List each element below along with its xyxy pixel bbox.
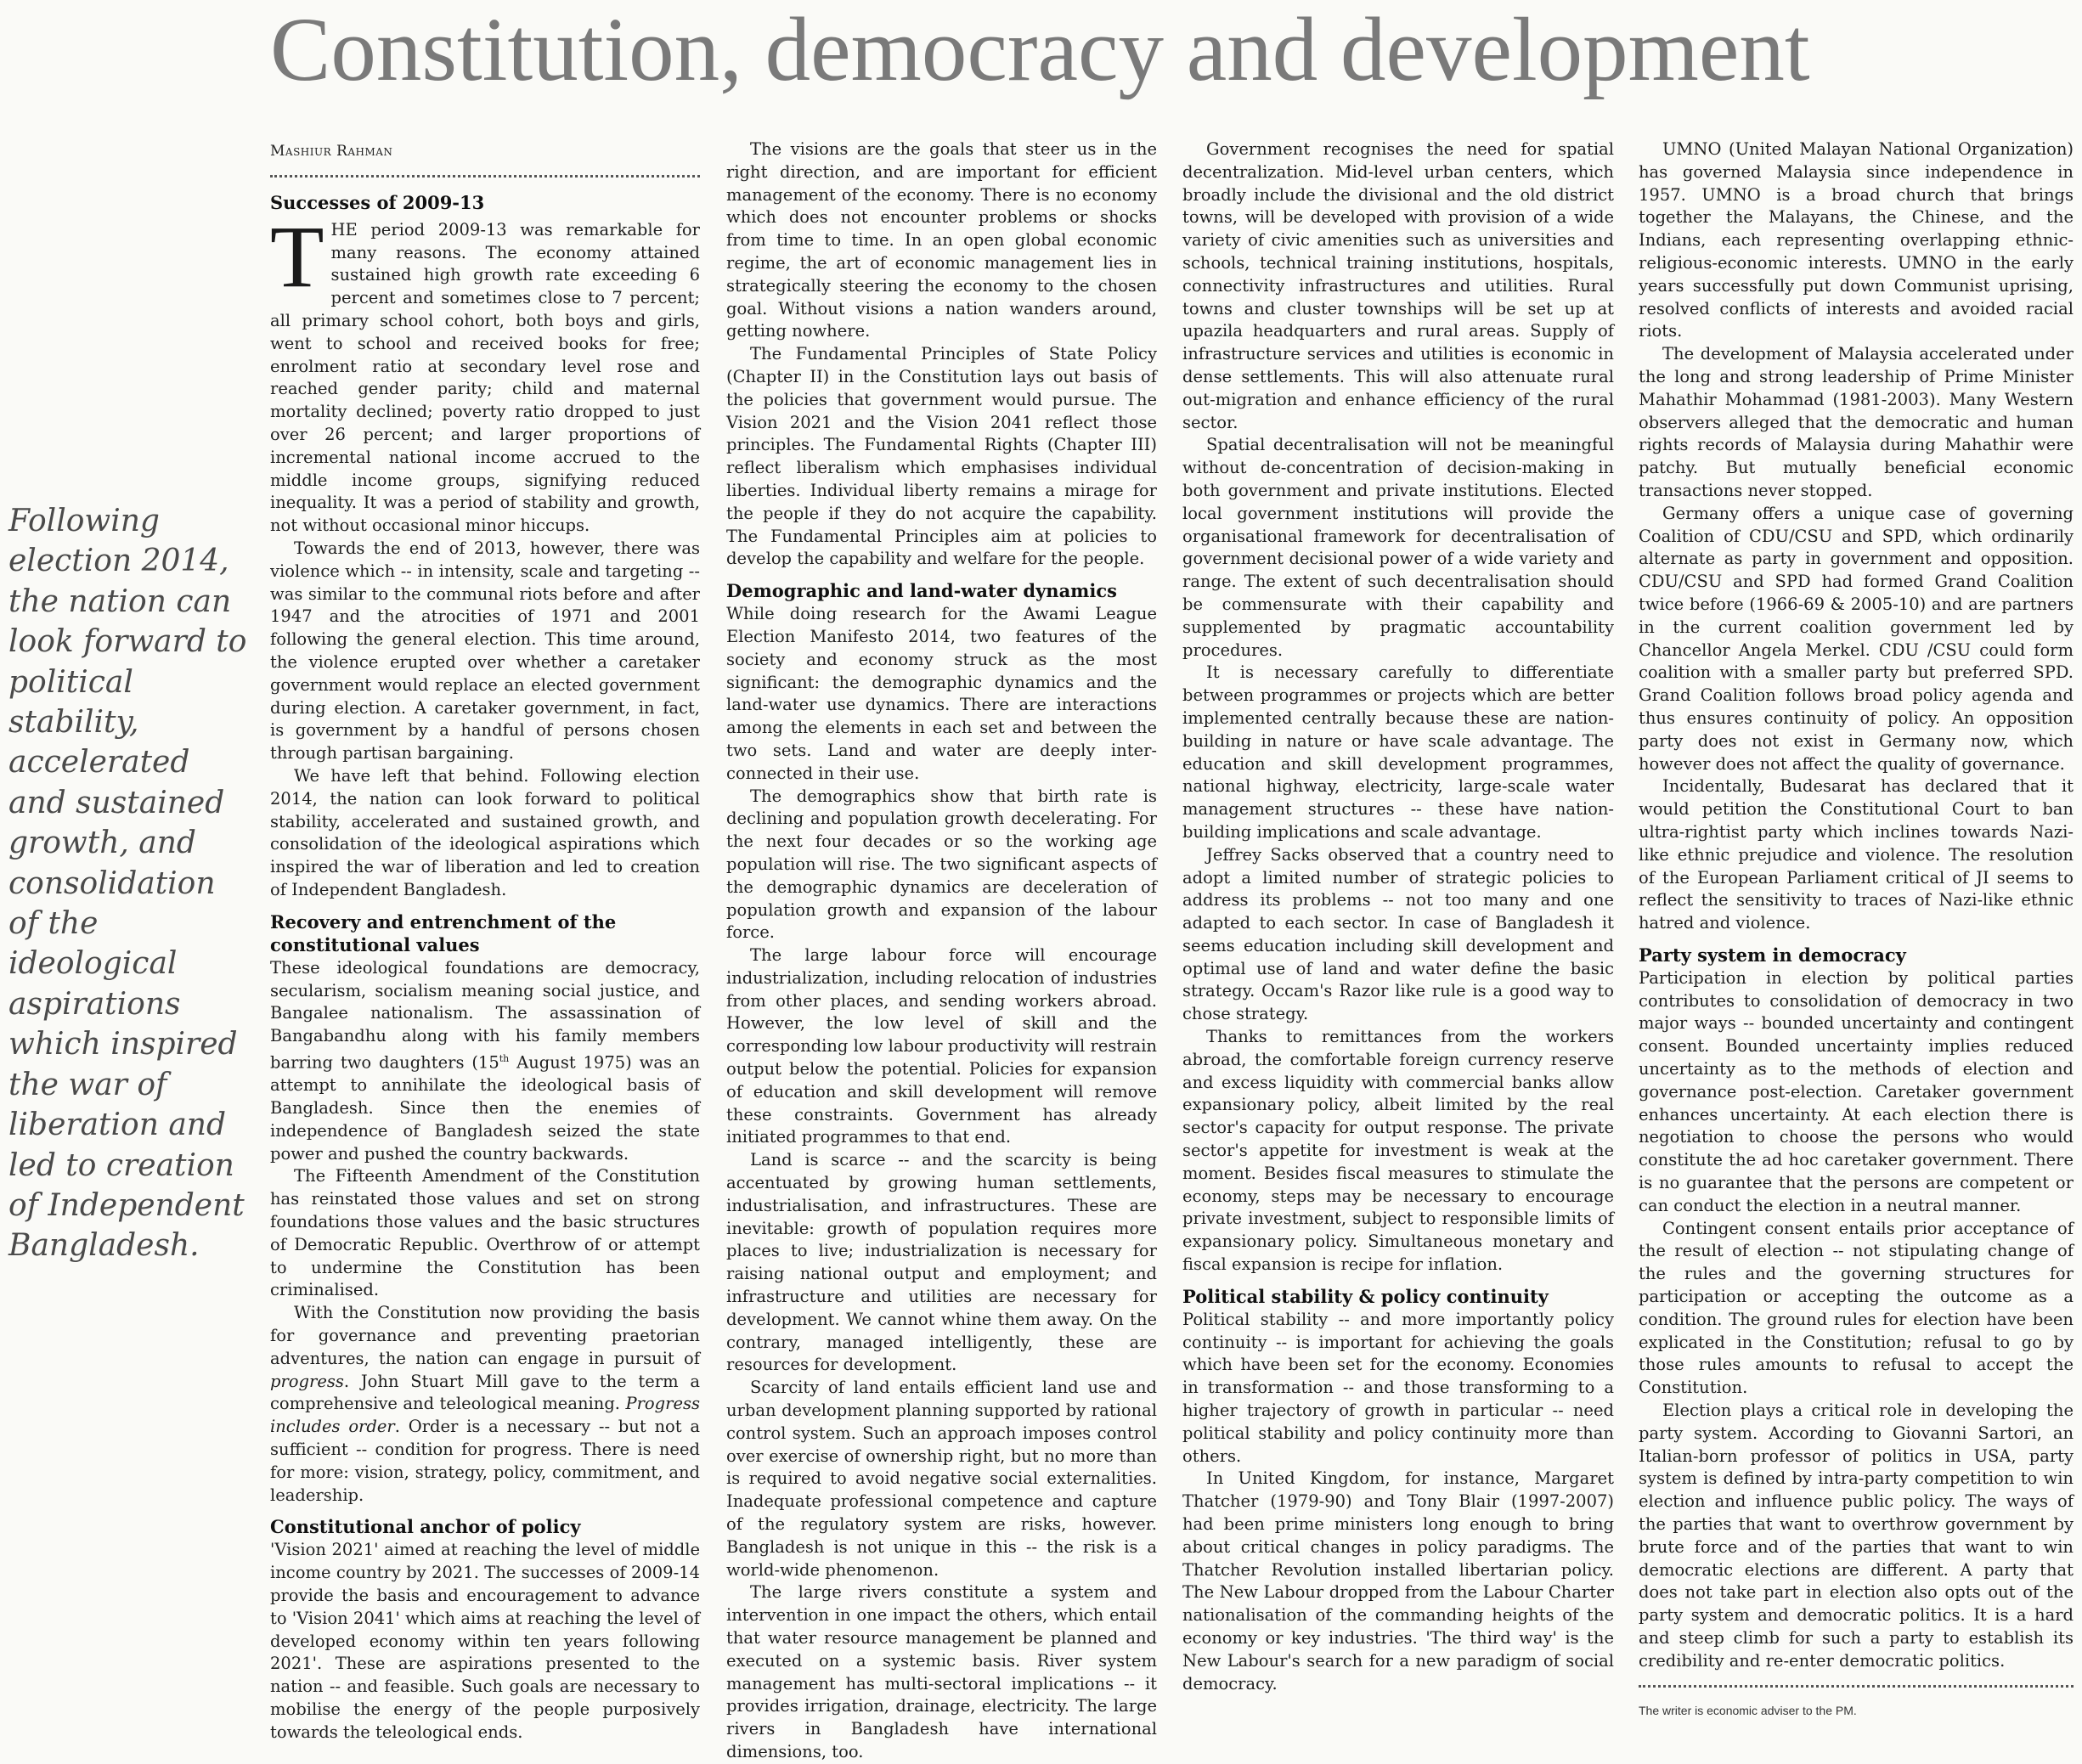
section-heading: Party system in democracy	[1639, 944, 1906, 966]
paragraph: Government recognises the need for spatial decentralization. Mid-level urban centers, which broadly include the divisional and the old district towns, will be developed with provision of a wide variety of civic amenities such as universities and schools, technical training institutions, hospitals, connectivity infrastructures and utilities. Rural towns and cluster townships will be set up at upazila headquarters and rural areas. Supply of infrastructure services and utilities is economic in dense settlements. This will also attenuate rural out-migration and enhance efficiency of the rural sector.	[1182, 139, 1614, 432]
paragraph: The Fifteenth Amendment of the Constitution has reinstated those values and set on strong foundations those values and the basic structures of Democratic Republic. Overthrow of or attempt to undermine the Constitution has been criminalised.	[270, 1166, 700, 1300]
headline: Constitution, democracy and development	[270, 0, 1810, 100]
paragraph: The visions are the goals that steer us in the right direction, and are important for efficient management of the economy. There is no economy which does not encounter problems or shocks from time to time. In an open global economic regime, the art of economic management lies in strategically steering the economy to the chosen goal. Without visions a nation wanders around, getting nowhere.	[726, 139, 1157, 341]
paragraph: The large labour force will encourage industrialization, including relocation of industries from other places, and sending workers abroad. However, the low level of skill and the corresponding low labour productivity will restrain output below the potential. Policies for expansion of education and skill development will remove these constraints. Government has already initiated programmes to that end.	[726, 945, 1157, 1147]
section-heading: Political stability & policy continuity	[1182, 1285, 1549, 1307]
section-heading: Constitutional anchor of policy	[270, 1516, 581, 1538]
section-heading: Demographic and land-water dynamics	[726, 580, 1117, 602]
section-heading: Successes of 2009-13	[270, 191, 485, 213]
pull-quote	[8, 501, 248, 1266]
paragraph: Political stability -- and more importantly policy continuity -- is important for achieving the goals which have been set for the economy. Economies in transformation -- and those transforming to a higher trajectory of growth in particular -- need political stability and policy continuity more than others.	[1182, 1309, 1614, 1466]
byline-divider	[270, 175, 700, 178]
pull-quote-text: Following election 2014, the nation can look forward to political stability, accelerated and sustained growth, and consolidation of the ideological aspirations which inspired the war of liberation and led to creation of Independent Bangladesh.	[8, 504, 247, 1264]
paragraph: Germany offers a unique case of governing Coalition of CDU/CSU and SPD, which ordinarily alternate as party in government and opposition. CDU/CSU and SPD had formed Grand Coalition twice before (1966-69 & 2005-10) and are partners in the current coalition government led by Chancellor Angela Merkel. CDU /CSU could form coalition with a smaller party but preferred SPD. Grand Coalition follows broad policy agenda and thus ensures continuity of policy. An opposition party does not exist in Germany now, which however does not affect the quality of governance.	[1639, 503, 2074, 774]
paragraph: Participation in election by political parties contributes to consolidation of democracy in two major ways -- bounded uncertainty and contingent consent. Bounded uncertainty implies reduced uncertainty as to the methods of election and governance post-election. Caretaker government enhances uncertainty. At each election there is negotiation to choose the persons who would constitute the ad hoc caretaker government. There is no guarantee that the persons are competent or can conduct the election in a neutral manner.	[1639, 967, 2074, 1215]
paragraph: Land is scarce -- and the scarcity is being accentuated by growing human settlements, industrialisation, and infrastructures. These are inevitable: growth of population requires more places to live; industrialization is necessary for raising national output and employment; and infrastructure and utilities are necessary for development. We cannot whine them away. On the contrary, managed intelligently, these are resources for development.	[726, 1150, 1157, 1375]
section-heading: Recovery and entrenchment of the constitutional values	[270, 910, 617, 955]
author-byline: Mashiur Rahman	[270, 143, 393, 160]
paragraph: While doing research for the Awami League Election Manifesto 2014, two features of the society and economy struck as the most significant: the demographic dynamics and the land-water use dynamics. There are interactions among the elements in each set and between the two sets. Land and water are deeply inter-connected in their use.	[726, 604, 1157, 783]
paragraph-text: These ideological foundations are democracy, secularism, socialism meaning social justice, and Bangalee nationalism. The assassination of Bangabandhu along with his family members barring two daughters (15	[270, 957, 700, 1073]
paragraph	[270, 207, 700, 538]
article-column-4	[1639, 138, 2074, 1722]
paragraph: It is necessary carefully to differentiate between programmes or projects which are better implemented centrally because these are nation-building in nature or have scale advantage. The education and skill development programmes, national highway, electricity, large-scale water management structures -- these have nation-building implications and scale advantage.	[1182, 662, 1614, 842]
paragraph: Incidentally, Budesarat has declared that it would petition the Constitutional Court to ban ultra-rightist party which inclines towards Nazi-like ethnic prejudice and violence. The resolution of the European Parliament critical of JI seems to reflect the sensitivity to traces of Nazi-like ethnic hatred and violence.	[1639, 776, 2074, 933]
paragraph: In United Kingdom, for instance, Margaret Thatcher (1979-90) and Tony Blair (1997-2007) had been prime ministers long enough to bring about critical changes in policy paradigms. The Thatcher Revolution installed libertarian policy. The New Labour dropped from the Labour Charter nationalisation of the commanding heights of the economy or key industries. 'The third way' is the New Labour's search for a new paradigm of social democracy.	[1182, 1468, 1614, 1694]
paragraph: The large rivers constitute a system and intervention in one impact the others, which entail that water resource management be planned and executed on a systemic basis. River system management has multi-sectoral implications -- it provides irrigation, drainage, electricity. The large rivers in Bangladesh have international dimensions, too.	[726, 1582, 1157, 1761]
paragraph	[270, 957, 700, 1166]
paragraph: UMNO (United Malayan National Organization) has governed Malaysia since independence in 1957. UMNO is a broad church that brings together the Malayans, the Chinese, and the Indians, each representing overlapping ethnic-religious-economic interests. UMNO in the early years successfully put down Communist uprising, resolved conflicts of interests and avoided racial riots.	[1639, 139, 2074, 341]
paragraph	[270, 1302, 700, 1507]
paragraph-text: August 1975) was an attempt to annihilate the ideological basis of Bangladesh. Since then the enemies of independence of Bangladesh seized the state power and pushed the country backwards.	[270, 1052, 701, 1164]
credit-divider	[1639, 1685, 2074, 1688]
paragraph: Spatial decentralisation will not be meaningful without de-concentration of decision-making in both government and private institutions. Elected local government institutions will provide the organisational framework for decentralisation of government decisional power of a wide variety and range. The extent of such decentralisation should be commensurate with their capability and supplemented by pragmatic accountability procedures.	[1182, 435, 1614, 660]
article-column-3	[1182, 138, 1614, 1722]
paragraph: The Fundamental Principles of State Policy (Chapter II) in the Constitution lays out basis of the policies that government would pursue. The Vision 2021 and the Vision 2041 reflect those principles. The Fundamental Rights (Chapter III) reflect liberalism which emphasises individual liberties. Individual liberty remains a mirage for the people if they do not acquire the capability. The Fundamental Principles aim at policies to develop the capability and welfare for the people.	[726, 344, 1157, 569]
italic-text: progress	[270, 1371, 344, 1391]
drop-cap: T	[270, 207, 324, 306]
paragraph: The development of Malaysia accelerated under the long and strong leadership of Prime Minister Mahathir Mohammad (1981-2003). Many Western observers alleged that the democratic and human rights records of Malaysia during Mahathir were patchy. But mutually beneficial economic transactions never stopped.	[1639, 344, 2074, 500]
paragraph-text: HE period 2009-13 was remarkable for many reasons. The economy attained sustained high growth rate exceeding 6 percent and sometimes close to 7 percent; all primary school cohort, both boys and girls, went to school and received books for free; enrolment ratio at secondary level rose and reached gender parity; child and maternal mortality declined; poverty ratio dropped to just over 26 percent; and larger proportions of incremental national income accrued to the middle income groups, signifying reduced inequality. It was a period of stability and growth, not without occasional minor hiccups.	[270, 219, 700, 536]
paragraph: Scarcity of land entails efficient land use and urban development planning supported by rational control system. Such an approach imposes control over exercise of ownership right, but no more than is required to avoid negative social externalities. Inadequate professional competence and capture of the regulatory system are risks, however. Bangladesh is not unique in this -- the risk is a world-wide phenomenon.	[726, 1378, 1157, 1580]
paragraph: 'Vision 2021' aimed at reaching the level of middle income country by 2021. The successes of 2009-14 provide the basis and encouragement to advance to 'Vision 2041' which aims at reaching the level of developed economy within ten years following 2021'. These are aspirations presented to the nation -- and feasible. Such goals are necessary to mobilise the energy of the people purposively towards the teleological ends.	[270, 1540, 700, 1742]
superscript: th	[499, 1052, 510, 1064]
paragraph: Election plays a critical role in developing the party system. According to Giovanni Sartori, an Italian-born professor of politics in USA, party system is defined by intra-party competition to win election and influence public policy. The ways of the parties that want to overthrow government by brute force and of the parties that want to win democratic elections are different. A party that does not take part in election also opts out of the party system and democratic politics. It is a hard and steep climb for such a party to establish its credibility and re-enter democratic politics.	[1639, 1400, 2074, 1671]
paragraph: Towards the end of 2013, however, there was violence which -- in intensity, scale and targeting -- was similar to the communal riots before and after 1947 and the atrocities of 1971 and 2001 following the general election. This time around, the violence erupted over whether a caretaker government would replace an elected government during election. A caretaker government, in fact, is government by a handful of persons chosen through partisan bargaining.	[270, 538, 700, 764]
italic-text: Progress includes order	[270, 1394, 700, 1437]
author-credit: The writer is economic adviser to the PM.	[1639, 1703, 1857, 1717]
paragraph-text: With the Constitution now providing the basis for governance and preventing praetorian adventures, the nation can engage in pursuit of	[270, 1303, 700, 1368]
paragraph: The demographics show that birth rate is declining and population growth decelerating. For the next four decades or so the working age population will rise. The two significant aspects of the demographic dynamics are deceleration of population growth and expansion of the labour force.	[726, 786, 1157, 943]
paragraph-text: . Order is a necessary -- but not a sufficient -- condition for progress. There is need for more: vision, strategy, policy, commitment, and leadership.	[270, 1417, 700, 1505]
paragraph: Contingent consent entails prior acceptance of the result of election -- not stipulating change of the rules and the governing structures for participation or accepting the outcome as a condition. The ground rules for election have been explicated in the Constitution; refusal to go by those rules amounts to refusal to accept the Constitution.	[1639, 1218, 2074, 1398]
article-column-1	[270, 140, 701, 1742]
paragraph-text: . John Stuart Mill gave to the term a comprehensive and teleological meaning.	[270, 1371, 700, 1414]
article-column-2	[726, 138, 1157, 1761]
paragraph: Thanks to remittances from the workers abroad, the comfortable foreign currency reserve and excess liquidity with commercial banks allow expansionary policy, albeit limited by the real sector's capacity for output response. The private sector's appetite for investment is weak at the moment. Besides fiscal measures to stimulate the economy, steps may be necessary to encourage private investment, subject to responsible limits of expansionary policy. Simultaneous monetary and fiscal expansion is recipe for inflation.	[1182, 1027, 1614, 1275]
paragraph: We have left that behind. Following election 2014, the nation can look forward to political stability, accelerated and sustained growth, and consolidation of the ideological aspirations which inspired the war of liberation and led to creation of Independent Bangladesh.	[270, 765, 700, 899]
paragraph: Jeffrey Sacks observed that a country need to adopt a limited number of strategic policies to address its problems -- not too many and one adapted to each sector. In case of Bangladesh it seems education including skill development and optimal use of land and water define the basic strategy. Occam's Razor like rule is a good way to chose strategy.	[1182, 844, 1614, 1024]
